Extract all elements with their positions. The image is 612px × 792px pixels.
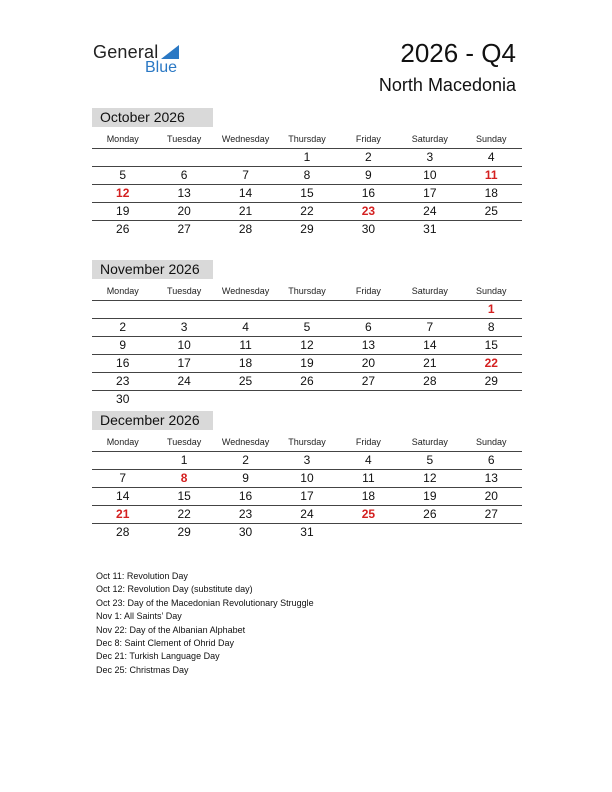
day-cell: 29 xyxy=(300,222,314,236)
day-cell: 14 xyxy=(423,338,437,352)
day-cell: 20 xyxy=(484,489,498,503)
day-cell: 9 xyxy=(119,338,127,352)
day-cell: 11 xyxy=(239,338,252,352)
day-cell: 19 xyxy=(423,489,437,503)
weekday-header: Monday xyxy=(106,286,139,296)
weekday-header: Thursday xyxy=(288,437,326,447)
day-cell: 31 xyxy=(300,525,314,539)
day-cell: 17 xyxy=(423,186,437,200)
day-cell: 25 xyxy=(238,374,253,388)
logo-general-text: General xyxy=(93,42,159,62)
day-cell: 13 xyxy=(177,186,191,200)
day-cell: 28 xyxy=(116,525,130,539)
day-cell: 10 xyxy=(177,338,191,352)
weekday-header: Sunday xyxy=(475,286,507,296)
day-cell: 30 xyxy=(238,525,253,539)
week-row xyxy=(92,524,522,541)
month-calendar xyxy=(92,260,522,408)
day-cell: 2 xyxy=(119,320,127,334)
day-cell: 6 xyxy=(365,320,372,334)
day-cell: 15 xyxy=(484,338,498,352)
day-cell xyxy=(215,391,276,408)
day-cell: 7 xyxy=(426,320,434,334)
day-cell xyxy=(92,452,153,469)
day-cell: 12 xyxy=(300,338,314,352)
day-cell: 22 xyxy=(177,507,191,521)
general-blue-logo xyxy=(93,40,193,78)
week-row xyxy=(92,373,522,391)
day-cell xyxy=(276,391,337,408)
weekday-header: Monday xyxy=(106,134,139,144)
week-row xyxy=(92,470,522,488)
holiday-list-item: Dec 21: Turkish Language Day xyxy=(96,651,220,662)
week-row xyxy=(92,488,522,506)
weekday-header: Saturday xyxy=(411,437,448,447)
day-cell: 30 xyxy=(361,222,376,236)
day-cell xyxy=(215,301,276,318)
month-calendar xyxy=(92,108,522,238)
holiday-list-item: Nov 1: All Saints’ Day xyxy=(96,611,182,622)
day-cell: 6 xyxy=(487,453,495,467)
day-cell: 1 xyxy=(180,453,188,467)
day-cell: 13 xyxy=(361,338,376,352)
country-name: North Macedonia xyxy=(378,75,516,95)
day-cell: 24 xyxy=(423,204,437,218)
day-cell: 4 xyxy=(365,453,372,467)
weekday-header: Friday xyxy=(355,437,381,447)
day-cell: 10 xyxy=(423,168,437,182)
day-cell: 31 xyxy=(423,222,437,236)
day-cell: 22 xyxy=(300,204,314,218)
day-cell: 7 xyxy=(242,168,249,182)
day-cell: 3 xyxy=(303,453,311,467)
day-cell xyxy=(399,301,460,318)
day-cell xyxy=(153,391,214,408)
weekday-header: Saturday xyxy=(411,134,448,144)
month-calendar xyxy=(92,411,522,541)
day-cell: 6 xyxy=(180,168,188,182)
day-cell: 30 xyxy=(116,392,130,406)
day-cell xyxy=(338,391,399,408)
day-cell: 15 xyxy=(177,489,191,503)
day-cell: 16 xyxy=(116,356,130,370)
weekday-header: Friday xyxy=(355,286,381,296)
day-cell: 20 xyxy=(361,356,376,370)
day-cell: 4 xyxy=(242,320,249,334)
holiday-day-cell: 21 xyxy=(116,507,130,521)
weekday-header: Wednesday xyxy=(221,286,270,296)
weekday-header: Saturday xyxy=(411,286,448,296)
month-name: October 2026 xyxy=(92,108,213,127)
day-cell: 19 xyxy=(300,356,314,370)
weekday-header: Tuesday xyxy=(167,134,202,144)
day-cell: 18 xyxy=(238,356,253,370)
holiday-day-cell: 1 xyxy=(487,302,495,316)
week-row xyxy=(92,452,522,470)
day-cell: 3 xyxy=(180,320,188,334)
logo-triangle-icon xyxy=(161,45,179,59)
holiday-day-cell: 8 xyxy=(180,471,188,485)
weekday-header: Wednesday xyxy=(221,437,270,447)
day-cell: 9 xyxy=(242,471,249,485)
day-cell: 5 xyxy=(426,453,434,467)
holiday-day-cell: 22 xyxy=(484,356,498,370)
holiday-list-item: Oct 23: Day of the Macedonian Revolutionary Struggle xyxy=(96,597,314,608)
day-cell: 3 xyxy=(426,150,434,164)
month-name: December 2026 xyxy=(92,411,213,430)
day-cell: 14 xyxy=(238,186,253,200)
month-name: November 2026 xyxy=(92,260,213,279)
day-cell xyxy=(461,221,522,238)
week-row xyxy=(92,167,522,185)
day-cell: 27 xyxy=(177,222,191,236)
day-cell: 27 xyxy=(361,374,376,388)
week-row xyxy=(92,203,522,221)
holiday-day-cell: 12 xyxy=(116,186,130,200)
day-cell: 21 xyxy=(238,204,253,218)
day-cell xyxy=(338,524,399,541)
holiday-list-item: Dec 8: Saint Clement of Ohrid Day xyxy=(96,638,235,649)
day-cell xyxy=(92,149,153,166)
day-cell: 28 xyxy=(238,222,253,236)
day-cell: 26 xyxy=(423,507,437,521)
holiday-list-item: Oct 12: Revolution Day (substitute day) xyxy=(96,584,253,595)
weekday-header-row xyxy=(92,131,522,149)
week-row xyxy=(92,355,522,373)
day-cell: 27 xyxy=(484,507,498,521)
weekday-header: Tuesday xyxy=(167,437,202,447)
day-cell: 29 xyxy=(177,525,191,539)
holiday-list xyxy=(96,570,314,677)
day-cell: 5 xyxy=(303,320,311,334)
weekday-header: Sunday xyxy=(475,437,507,447)
day-cell: 16 xyxy=(238,489,253,503)
day-cell: 8 xyxy=(303,168,311,182)
weekday-header-row xyxy=(92,283,522,301)
day-cell: 12 xyxy=(423,471,437,485)
day-cell: 4 xyxy=(487,150,495,164)
day-cell: 26 xyxy=(116,222,130,236)
holiday-day-cell: 23 xyxy=(361,204,376,218)
day-cell: 19 xyxy=(116,204,130,218)
weekday-header: Tuesday xyxy=(167,286,202,296)
day-cell: 17 xyxy=(300,489,314,503)
week-row xyxy=(92,319,522,337)
day-cell: 24 xyxy=(300,507,314,521)
day-cell xyxy=(153,149,214,166)
day-cell: 24 xyxy=(177,374,191,388)
holiday-day-cell: 25 xyxy=(361,507,376,521)
day-cell: 14 xyxy=(116,489,130,503)
day-cell xyxy=(399,524,460,541)
day-cell: 8 xyxy=(487,320,495,334)
day-cell: 1 xyxy=(303,150,311,164)
day-cell: 28 xyxy=(423,374,437,388)
day-cell: 25 xyxy=(484,204,498,218)
day-cell xyxy=(92,301,153,318)
day-cell: 10 xyxy=(300,471,314,485)
day-cell: 9 xyxy=(365,168,372,182)
day-cell: 15 xyxy=(300,186,314,200)
day-cell: 5 xyxy=(119,168,127,182)
day-cell xyxy=(276,301,337,318)
day-cell xyxy=(399,391,460,408)
weekday-header: Thursday xyxy=(288,134,326,144)
day-cell: 29 xyxy=(484,374,498,388)
day-cell: 26 xyxy=(300,374,314,388)
day-cell: 23 xyxy=(116,374,130,388)
holiday-day-cell: 11 xyxy=(484,168,498,182)
weekday-header: Monday xyxy=(106,437,139,447)
weekday-header: Wednesday xyxy=(221,134,270,144)
day-cell: 17 xyxy=(177,356,191,370)
weekday-header-row xyxy=(92,434,522,452)
day-cell xyxy=(461,391,522,408)
day-cell xyxy=(215,149,276,166)
day-cell xyxy=(461,524,522,541)
day-cell: 7 xyxy=(119,471,127,485)
day-cell xyxy=(153,301,214,318)
day-cell: 18 xyxy=(361,489,376,503)
week-row xyxy=(92,391,522,408)
weekday-header: Thursday xyxy=(288,286,326,296)
day-cell: 2 xyxy=(365,150,372,164)
holiday-list-item: Dec 25: Christmas Day xyxy=(96,664,189,675)
week-row xyxy=(92,149,522,167)
holiday-list-item: Nov 22: Day of the Albanian Alphabet xyxy=(96,624,246,635)
week-row xyxy=(92,185,522,203)
week-row xyxy=(92,221,522,238)
day-cell: 18 xyxy=(484,186,498,200)
week-row xyxy=(92,506,522,524)
day-cell xyxy=(338,301,399,318)
day-cell: 21 xyxy=(423,356,437,370)
holiday-list-item: Oct 11: Revolution Day xyxy=(96,571,188,581)
day-cell: 11 xyxy=(362,471,375,485)
weekday-header: Sunday xyxy=(475,134,507,144)
day-cell: 2 xyxy=(242,453,249,467)
page-title: 2026 - Q4 xyxy=(400,38,516,68)
week-row xyxy=(92,301,522,319)
logo-blue-text: Blue xyxy=(145,59,178,76)
week-row xyxy=(92,337,522,355)
day-cell: 20 xyxy=(177,204,191,218)
day-cell: 16 xyxy=(361,186,376,200)
day-cell: 23 xyxy=(238,507,253,521)
day-cell: 13 xyxy=(484,471,498,485)
weekday-header: Friday xyxy=(355,134,381,144)
